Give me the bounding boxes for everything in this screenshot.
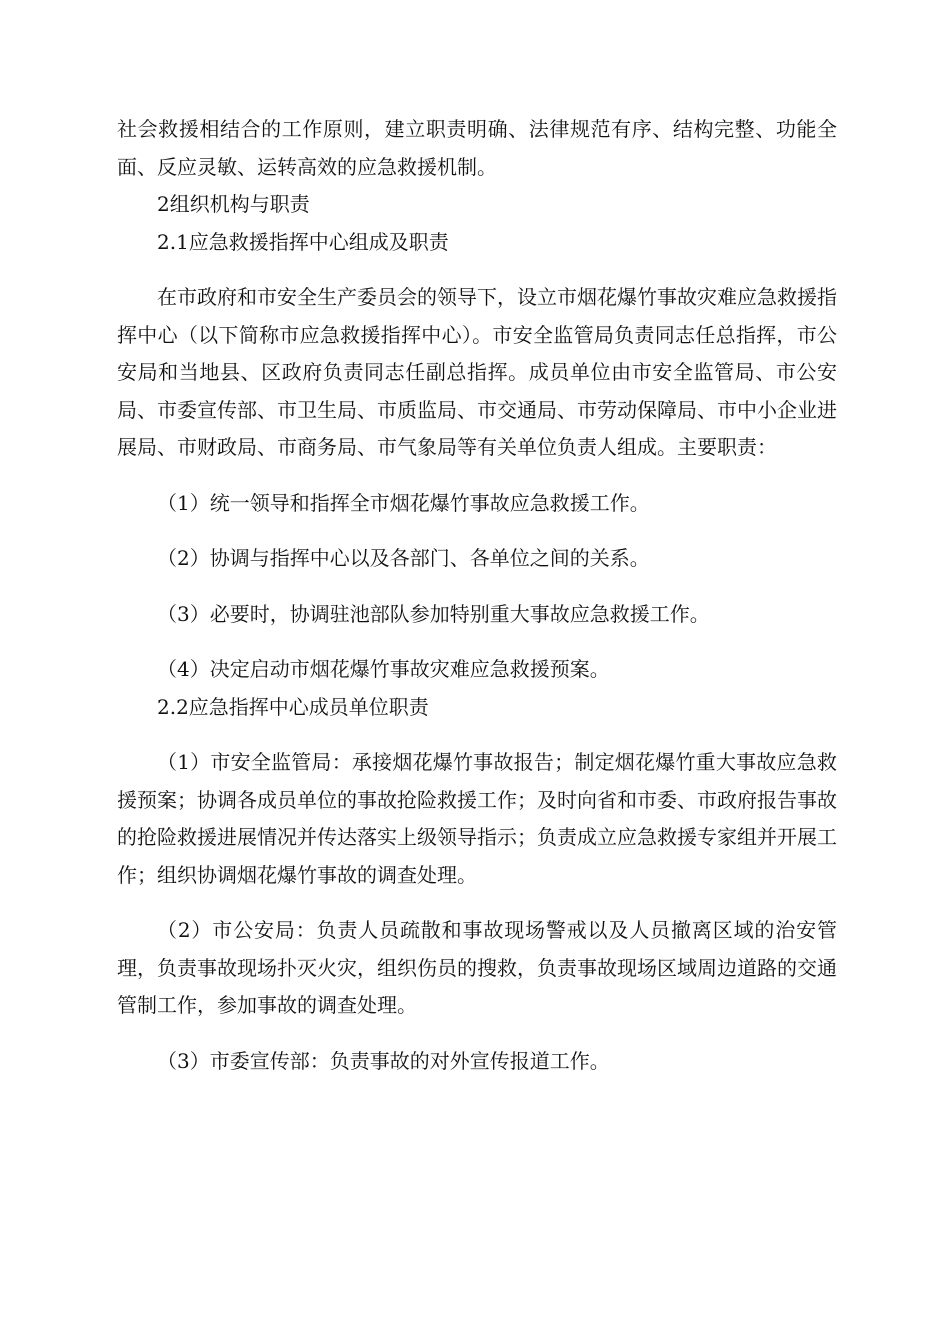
section-heading-2-2: 2.2应急指挥中心成员单位职责	[157, 694, 429, 719]
paragraph-command-center: 在市政府和市安全生产委员会的领导下，设立市烟花爆竹事故灾难应急救援指挥中心（以下简称市应急救援指挥中心）。市安全监管局负责同志任总指挥，市公安局和当地县、区政府负责同志任副总指挥。成员单位由市安全监管局、市公安局、市委宣传部、市卫生局、市质监局、市交通局、市劳动保障局、市中小企业进展局、市财政局、市商务局、市气象局等有关单位负责人组成。主要职责：	[117, 285, 837, 459]
list-item-duty-3: （3）必要时，协调驻池部队参加特别重大事故应急救援工作。	[157, 601, 710, 626]
paragraph-publicity-dept: （3）市委宣传部：负责事故的对外宣传报道工作。	[157, 1048, 610, 1073]
paragraph-safety-bureau: （1）市安全监管局：承接烟花爆竹事故报告；制定烟花爆竹重大事故应急救援预案；协调各成员单位的事故抢险救援工作；及时向省和市委、市政府报告事故的抢险救援进展情况并传达落实上级领导指示；负责成立应急救援专家组并开展工作；组织协调烟花爆竹事故的调查处理。	[117, 750, 837, 887]
section-heading-2: 2组织机构与职责	[157, 192, 310, 216]
list-item-duty-1: （1）统一领导和指挥全市烟花爆竹事故应急救援工作。	[157, 490, 650, 515]
section-heading-2-1: 2.1应急救援指挥中心组成及职责	[157, 229, 449, 254]
paragraph-principles: 社会救援相结合的工作原则，建立职责明确、法律规范有序、结构完整、功能全面、反应灵敏、运转高效的应急救援机制。	[117, 117, 837, 179]
list-item-duty-2: （2）协调与指挥中心以及各部门、各单位之间的关系。	[157, 546, 650, 570]
list-item-duty-4: （4）决定启动市烟花爆竹事故灾难应急救援预案。	[157, 657, 610, 681]
paragraph-police-bureau: （2）市公安局：负责人员疏散和事故现场警戒以及人员撤离区域的治安管理，负责事故现场扑灭火灾，组织伤员的搜救，负责事故现场区域周边道路的交通管制工作，参加事故的调查处理。	[117, 918, 837, 1017]
document-body	[117, 111, 837, 1080]
